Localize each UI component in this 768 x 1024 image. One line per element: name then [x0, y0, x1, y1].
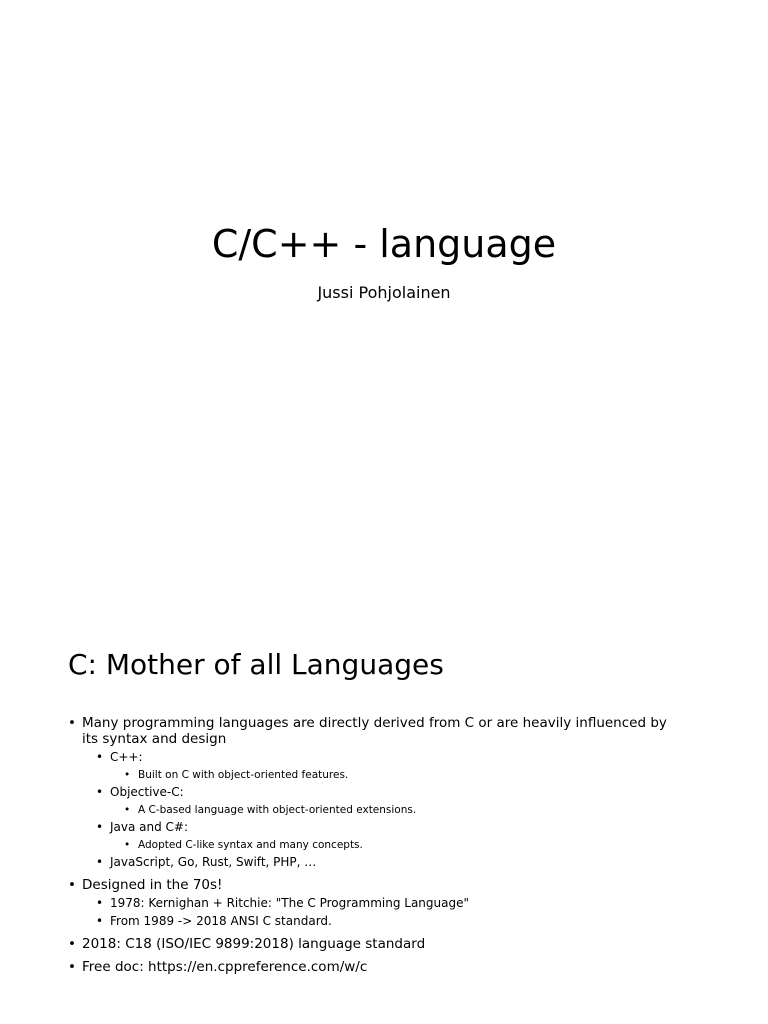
sub-sub-list-item: • Adopted C-like syntax and many concepts.: [138, 838, 682, 852]
sub-list-item-text: 1978: Kernighan + Ritchie: "The C Programming Language": [110, 896, 470, 910]
sub-sub-list: [110, 803, 682, 817]
list-item: [82, 936, 682, 952]
sub-sub-list-item: • A C-based language with object-oriented extensions.: [138, 803, 682, 817]
slide-heading: C: Mother of all Languages: [68, 648, 444, 681]
sub-list-item: [110, 750, 682, 782]
sub-sub-list-item: • Built on C with object-oriented features.: [138, 768, 682, 782]
sub-sub-list: [110, 768, 682, 782]
sub-list-item: [110, 914, 682, 929]
sub-sub-list: [110, 838, 682, 852]
sub-list-item-text: C++:: [110, 750, 143, 764]
sub-list: [82, 750, 682, 870]
list-item: [82, 877, 682, 929]
author-name: Jussi Pohjolainen: [317, 283, 451, 302]
list-item-text: Many programming languages are directly derived from C or are heavily influenced by its syntax and design: [82, 715, 667, 747]
list-item-text: Designed in the 70s!: [82, 877, 223, 893]
sub-list-item-text: JavaScript, Go, Rust, Swift, PHP, …: [110, 855, 317, 869]
sub-list-item: [110, 785, 682, 817]
list-item-text: Free doc: https://en.cppreference.com/w/c: [82, 959, 368, 975]
content-slide: [0, 576, 768, 1024]
sub-list-item-text: Objective-C:: [110, 785, 184, 799]
sub-list-item-text: From 1989 -> 2018 ANSI C standard.: [110, 914, 332, 928]
sub-list-item: [110, 820, 682, 852]
sub-list-item-text: Java and C#:: [110, 820, 189, 834]
sub-list-item: [110, 855, 682, 870]
sub-list-item: [110, 896, 682, 911]
sub-list: [82, 896, 682, 929]
list-item-text: 2018: C18 (ISO/IEC 9899:2018) language standard: [82, 936, 426, 952]
slide-title: C/C++ - language: [211, 222, 557, 266]
list-item: [82, 959, 682, 975]
bullet-list: [0, 715, 768, 979]
list-item: [82, 715, 682, 870]
